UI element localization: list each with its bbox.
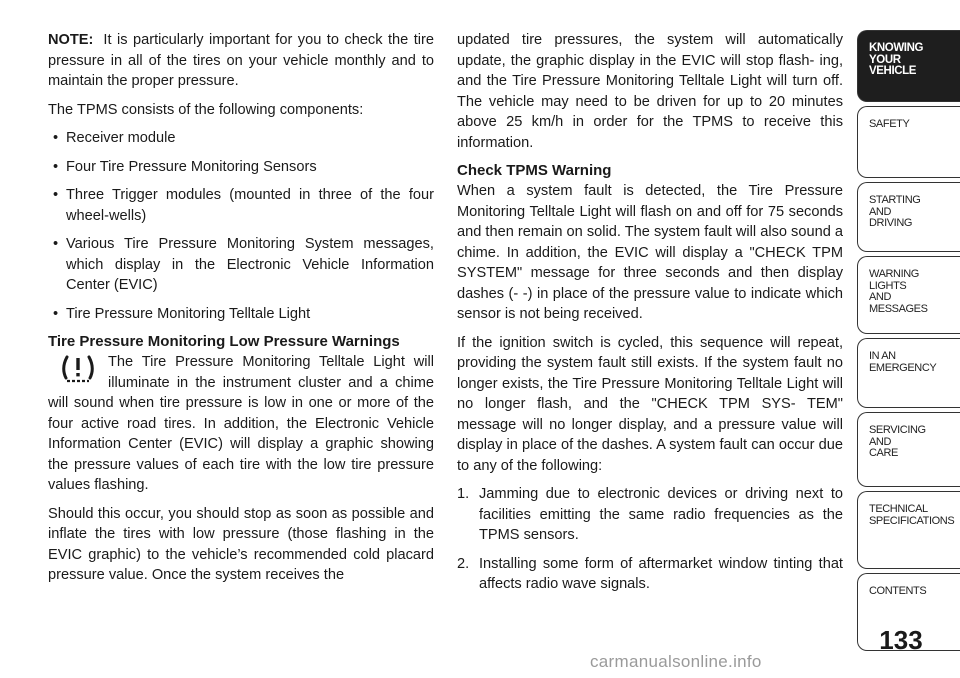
list-item-text: Jamming due to electronic devices or driving next to facilities emitting the same radio frequencies as the TPMS sensors. bbox=[479, 486, 843, 543]
list-item bbox=[457, 554, 843, 595]
continued-text: updated tire pressures, the system will automatically update, the graphic display in the EVIC will stop flash- ing, and the Tire Pressure Monitoring Telltale Light will turn off. The vehicle may need to be driven for up to 20 minutes above 25 km/h in order for the TPMS to receive this information. bbox=[457, 32, 843, 151]
stop-text: Should this occur, you should stop as soon as possible and inflate the tires with low pressure (those flashing in the EVIC graphic) to the vehicle’s recommended cold placard pressure value. Once the system receives the bbox=[48, 505, 434, 583]
tab-knowing-your-vehicle[interactable] bbox=[857, 30, 960, 102]
tab-label: TECHNICAL SPECIFICATIONS bbox=[869, 503, 955, 527]
components-intro: The TPMS consists of the following components: bbox=[48, 101, 364, 118]
tab-label: SERVICING AND CARE bbox=[869, 424, 926, 459]
list-item-number: 1. bbox=[457, 486, 470, 502]
low-pressure-text: The Tire Pressure Monitoring Telltale Light will illuminate in the instrument cluster and a chime will sound when tire pressure is low in one or more of the four active road tires. In addition, the Electronic Vehicle Information Center (EVIC) will display a graphic showing the pressure values of each tire with the low tire pressure values flashing. bbox=[48, 354, 434, 493]
tab-label: KNOWING YOUR VEHICLE bbox=[869, 42, 924, 77]
tab-label: IN AN EMERGENCY bbox=[869, 350, 937, 374]
tab-servicing-and-care[interactable] bbox=[857, 412, 960, 487]
faults-list bbox=[457, 484, 843, 595]
right-column bbox=[457, 30, 843, 603]
components-list bbox=[48, 128, 434, 324]
left-column bbox=[48, 30, 434, 594]
ignition-text: If the ignition switch is cycled, this sequence will repeat, providing the system fault still exists. If the system fault no longer exists, the Tire Pressure Monitoring Telltale Light will no longer flash, and the "CHECK TPM SYS- TEM" message will no longer display, and a pressure value will display in place of the dashes. A system fault can occur due to any of the following: bbox=[457, 334, 843, 474]
list-item: • Various Tire Pressure Monitoring System messages, which display in the Electronic Vehicle Information Center (EVIC) bbox=[48, 234, 434, 296]
check-heading: Check TPMS Warning bbox=[457, 162, 612, 179]
page-number: 133 bbox=[879, 625, 923, 655]
check-text: When a system fault is detected, the Tire Pressure Monitoring Telltale Light will flash on and off for 75 seconds and then remain on solid. The system fault will also sound a chime. In addition, the EVIC will display a "CHECK TPM SYSTEM" message for three seconds and then display dashes (- -) in place of the pressure value to indicate which sensor is not being received. bbox=[457, 183, 843, 322]
watermark: carmanualsonline.info bbox=[590, 652, 762, 671]
list-item: • Four Tire Pressure Monitoring Sensors bbox=[48, 157, 434, 178]
list-item: • Three Trigger modules (mounted in three of the four wheel-wells) bbox=[48, 185, 434, 226]
tab-label: SAFETY bbox=[869, 118, 910, 130]
list-item-number: 2. bbox=[457, 555, 470, 572]
note-label: NOTE: bbox=[48, 32, 94, 48]
list-item bbox=[457, 484, 843, 546]
list-item: • Tire Pressure Monitoring Telltale Light bbox=[48, 304, 434, 325]
section-tabs bbox=[857, 30, 960, 655]
tab-safety[interactable] bbox=[857, 106, 960, 178]
tab-warning-lights-and-messages[interactable] bbox=[857, 256, 960, 334]
tab-in-an-emergency[interactable] bbox=[857, 338, 960, 408]
tire-pressure-warning-icon bbox=[60, 354, 96, 384]
tab-technical-specifications[interactable] bbox=[857, 491, 960, 569]
tab-label: WARNING LIGHTS AND MESSAGES bbox=[869, 268, 928, 315]
list-item-text: Installing some form of aftermarket window tinting that affects radio wave signals. bbox=[479, 555, 843, 592]
list-item: • Receiver module bbox=[48, 128, 434, 149]
tab-label: CONTENTS bbox=[869, 585, 927, 597]
note-paragraph bbox=[48, 30, 434, 92]
note-text: It is particularly important for you to check the tire pressure in all of the tires on your vehicle monthly and to maintain the proper pressure. bbox=[48, 32, 434, 89]
tab-label: STARTING AND DRIVING bbox=[869, 194, 921, 229]
low-pressure-heading: Tire Pressure Monitoring Low Pressure Warnings bbox=[48, 333, 400, 350]
low-pressure-block bbox=[48, 352, 434, 496]
tab-starting-and-driving[interactable] bbox=[857, 182, 960, 252]
